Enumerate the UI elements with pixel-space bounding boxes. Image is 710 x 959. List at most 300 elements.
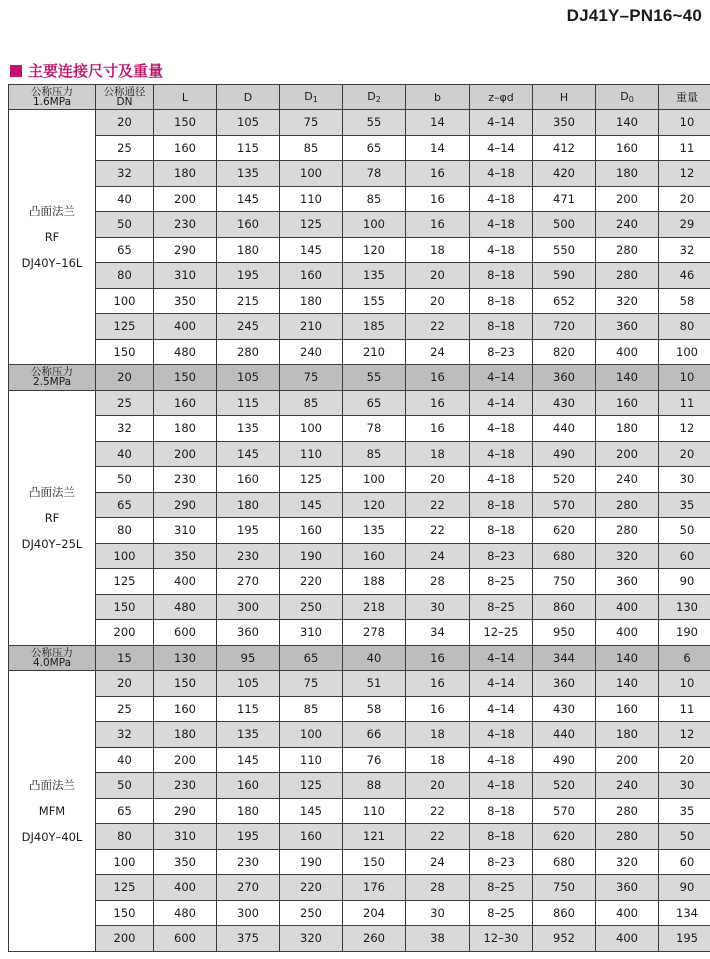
table-cell: 550 [533, 237, 596, 263]
table-cell: 100 [343, 467, 406, 493]
table-cell: 134 [659, 900, 710, 926]
table-cell: 34 [406, 620, 470, 646]
table-cell: 65 [96, 237, 154, 263]
table-cell: 8–18 [470, 824, 533, 850]
table-cell: 100 [343, 212, 406, 238]
table-cell: 280 [596, 492, 659, 518]
table-cell: 490 [533, 441, 596, 467]
table-cell: 480 [154, 339, 217, 365]
table-cell: 50 [96, 212, 154, 238]
table-cell: 570 [533, 492, 596, 518]
table-cell: 590 [533, 263, 596, 289]
table-cell: 20 [406, 773, 470, 799]
table-cell: 150 [96, 900, 154, 926]
table-cell: 195 [217, 518, 280, 544]
table-cell: 952 [533, 926, 596, 952]
table-cell: 58 [659, 288, 710, 314]
table-cell: 150 [96, 339, 154, 365]
table-cell: 50 [659, 518, 710, 544]
table-cell: 51 [343, 671, 406, 697]
table-cell: 105 [217, 365, 280, 391]
table-cell: 176 [343, 875, 406, 901]
table-cell: 4–18 [470, 416, 533, 442]
table-cell: 88 [343, 773, 406, 799]
table-cell: 25 [96, 135, 154, 161]
table-cell: 135 [343, 263, 406, 289]
table-row [9, 594, 710, 620]
table-cell: 188 [343, 569, 406, 595]
header-b: b [406, 85, 470, 110]
table-cell: 400 [596, 594, 659, 620]
table-cell: 278 [343, 620, 406, 646]
table-cell: 20 [406, 288, 470, 314]
table-cell: 120 [343, 492, 406, 518]
table-cell: 22 [406, 314, 470, 340]
table-cell: 115 [217, 135, 280, 161]
table-cell: 210 [343, 339, 406, 365]
table-cell: 12–30 [470, 926, 533, 952]
table-cell: 110 [343, 798, 406, 824]
table-cell: 200 [154, 441, 217, 467]
table-cell: 58 [343, 696, 406, 722]
header-D0: $D_0$ [596, 85, 659, 110]
table-cell: 300 [217, 900, 280, 926]
table-cell: 280 [596, 263, 659, 289]
table-cell: 4–18 [470, 186, 533, 212]
table-cell: 8–25 [470, 594, 533, 620]
pressure-rating-cell: 公称压力 4.0MPa [9, 645, 96, 671]
pressure-row [9, 645, 710, 671]
table-cell: 218 [343, 594, 406, 620]
table-cell: 12 [659, 416, 710, 442]
table-cell: 204 [343, 900, 406, 926]
table-cell: 11 [659, 696, 710, 722]
table-cell: 200 [96, 620, 154, 646]
table-cell: 230 [154, 212, 217, 238]
table-cell: 8–18 [470, 263, 533, 289]
table-cell: 135 [217, 161, 280, 187]
table-cell: 65 [96, 492, 154, 518]
table-cell: 620 [533, 824, 596, 850]
table-cell: 250 [280, 900, 343, 926]
table-cell: 46 [659, 263, 710, 289]
table-cell: 195 [217, 263, 280, 289]
table-cell: 8–23 [470, 849, 533, 875]
table-cell: 500 [533, 212, 596, 238]
table-cell: 8–25 [470, 569, 533, 595]
section-title-text: 主要连接尺寸及重量 [28, 62, 164, 80]
table-cell: 135 [217, 722, 280, 748]
table-cell: 66 [343, 722, 406, 748]
table-row [9, 543, 710, 569]
table-cell: 40 [96, 186, 154, 212]
table-row [9, 824, 710, 850]
connection-type-cell: 凸面法兰 MFM DJ40Y–40L [9, 671, 96, 952]
table-cell: 230 [217, 543, 280, 569]
table-cell: 32 [659, 237, 710, 263]
table-cell: 35 [659, 798, 710, 824]
table-cell: 250 [280, 594, 343, 620]
table-cell: 270 [217, 569, 280, 595]
dimensions-weight-table [8, 84, 710, 952]
table-row [9, 314, 710, 340]
table-cell: 320 [596, 849, 659, 875]
table-cell: 40 [96, 441, 154, 467]
table-cell: 200 [596, 747, 659, 773]
table-cell: 180 [217, 798, 280, 824]
table-cell: 100 [96, 849, 154, 875]
connection-type-cell: 凸面法兰 RF DJ40Y–16L [9, 110, 96, 365]
header-pressure: 公称压力 1.6MPa [9, 85, 96, 110]
table-cell: 8–25 [470, 875, 533, 901]
table-cell: 160 [343, 543, 406, 569]
table-row [9, 467, 710, 493]
table-row [9, 849, 710, 875]
table-cell: 195 [659, 926, 710, 952]
table-cell: 160 [154, 696, 217, 722]
table-cell: 85 [280, 696, 343, 722]
table-cell: 110 [280, 747, 343, 773]
table-cell: 270 [217, 875, 280, 901]
table-row [9, 696, 710, 722]
table-row [9, 492, 710, 518]
table-row [9, 263, 710, 289]
table-cell: 125 [280, 212, 343, 238]
table-cell: 430 [533, 696, 596, 722]
table-row [9, 798, 710, 824]
table-cell: 125 [96, 314, 154, 340]
table-cell: 400 [154, 875, 217, 901]
table-cell: 400 [596, 926, 659, 952]
table-cell: 65 [343, 135, 406, 161]
table-cell: 620 [533, 518, 596, 544]
table-cell: 121 [343, 824, 406, 850]
table-cell: 60 [659, 543, 710, 569]
table-cell: 28 [406, 569, 470, 595]
table-cell: 4–18 [470, 237, 533, 263]
table-cell: 280 [596, 237, 659, 263]
table-cell: 16 [406, 390, 470, 416]
table-cell: 50 [96, 467, 154, 493]
table-cell: 820 [533, 339, 596, 365]
table-cell: 150 [154, 110, 217, 136]
table-cell: 190 [659, 620, 710, 646]
table-cell: 8–23 [470, 339, 533, 365]
table-cell: 50 [96, 773, 154, 799]
table-cell: 160 [217, 212, 280, 238]
table-cell: 20 [659, 186, 710, 212]
table-cell: 185 [343, 314, 406, 340]
table-cell: 220 [280, 875, 343, 901]
table-cell: 4–18 [470, 722, 533, 748]
table-cell: 75 [280, 365, 343, 391]
table-cell: 16 [406, 696, 470, 722]
table-cell: 8–18 [470, 314, 533, 340]
table-cell: 240 [596, 773, 659, 799]
table-cell: 100 [280, 161, 343, 187]
table-cell: 22 [406, 518, 470, 544]
table-cell: 290 [154, 237, 217, 263]
table-cell: 105 [217, 671, 280, 697]
table-cell: 600 [154, 620, 217, 646]
header-weight: 重量 [659, 85, 710, 110]
table-cell: 160 [280, 824, 343, 850]
header-D: D [217, 85, 280, 110]
table-cell: 145 [217, 441, 280, 467]
table-cell: 20 [96, 110, 154, 136]
table-header-row [9, 85, 710, 110]
table-cell: 16 [406, 416, 470, 442]
table-cell: 80 [96, 263, 154, 289]
table-cell: 65 [343, 390, 406, 416]
table-cell: 160 [217, 773, 280, 799]
table-cell: 16 [406, 671, 470, 697]
table-cell: 80 [659, 314, 710, 340]
table-cell: 4–14 [470, 390, 533, 416]
table-cell: 115 [217, 696, 280, 722]
table-cell: 200 [596, 441, 659, 467]
table-cell: 20 [406, 467, 470, 493]
table-cell: 30 [406, 594, 470, 620]
table-cell: 260 [343, 926, 406, 952]
table-cell: 60 [659, 849, 710, 875]
table-cell: 420 [533, 161, 596, 187]
table-cell: 100 [280, 722, 343, 748]
table-cell: 160 [217, 467, 280, 493]
section-marker-icon [10, 65, 22, 77]
table-cell: 180 [280, 288, 343, 314]
table-cell: 310 [154, 824, 217, 850]
table-cell: 32 [96, 416, 154, 442]
table-cell: 360 [533, 671, 596, 697]
table-cell: 100 [96, 288, 154, 314]
table-cell: 20 [96, 671, 154, 697]
table-cell: 8–18 [470, 518, 533, 544]
table-cell: 38 [406, 926, 470, 952]
table-cell: 350 [154, 288, 217, 314]
table-row [9, 390, 710, 416]
table-row [9, 110, 710, 136]
table-cell: 570 [533, 798, 596, 824]
table-cell: 230 [154, 773, 217, 799]
table-cell: 155 [343, 288, 406, 314]
table-cell: 100 [280, 416, 343, 442]
table-cell: 125 [280, 773, 343, 799]
table-cell: 105 [217, 110, 280, 136]
table-cell: 400 [596, 900, 659, 926]
table-cell: 310 [154, 518, 217, 544]
table-cell: 85 [343, 186, 406, 212]
table-cell: 22 [406, 824, 470, 850]
table-cell: 310 [154, 263, 217, 289]
table-cell: 15 [96, 645, 154, 671]
table-cell: 320 [596, 288, 659, 314]
table-cell: 950 [533, 620, 596, 646]
table-cell: 350 [154, 849, 217, 875]
table-cell: 680 [533, 543, 596, 569]
table-cell: 200 [154, 747, 217, 773]
table-cell: 600 [154, 926, 217, 952]
table-row [9, 747, 710, 773]
table-row [9, 441, 710, 467]
table-cell: 4–14 [470, 671, 533, 697]
table-cell: 18 [406, 722, 470, 748]
table-cell: 18 [406, 237, 470, 263]
table-row [9, 186, 710, 212]
table-cell: 18 [406, 747, 470, 773]
table-cell: 280 [217, 339, 280, 365]
table-cell: 32 [96, 161, 154, 187]
table-cell: 240 [596, 467, 659, 493]
table-cell: 400 [596, 339, 659, 365]
table-cell: 145 [217, 186, 280, 212]
table-cell: 10 [659, 110, 710, 136]
header-z-phi-d: z–φd [470, 85, 533, 110]
table-cell: 16 [406, 186, 470, 212]
connection-type-cell: 凸面法兰 RF DJ40Y–25L [9, 390, 96, 645]
table-cell: 140 [596, 645, 659, 671]
table-cell: 4–18 [470, 212, 533, 238]
table-cell: 24 [406, 543, 470, 569]
table-row [9, 671, 710, 697]
table-cell: 40 [343, 645, 406, 671]
table-cell: 130 [154, 645, 217, 671]
table-cell: 160 [280, 263, 343, 289]
table-cell: 180 [217, 237, 280, 263]
table-cell: 360 [596, 569, 659, 595]
table-row [9, 620, 710, 646]
table-cell: 8–18 [470, 492, 533, 518]
table-cell: 440 [533, 416, 596, 442]
table-cell: 440 [533, 722, 596, 748]
table-cell: 160 [280, 518, 343, 544]
table-cell: 160 [596, 135, 659, 161]
table-row [9, 875, 710, 901]
table-body [9, 110, 710, 952]
table-row [9, 773, 710, 799]
table-cell: 14 [406, 110, 470, 136]
table-cell: 14 [406, 135, 470, 161]
table-cell: 180 [154, 722, 217, 748]
header-L: L [154, 85, 217, 110]
table-cell: 90 [659, 569, 710, 595]
table-cell: 4–18 [470, 467, 533, 493]
table-cell: 135 [343, 518, 406, 544]
table-cell: 360 [596, 314, 659, 340]
table-cell: 90 [659, 875, 710, 901]
table-cell: 24 [406, 849, 470, 875]
table-cell: 100 [96, 543, 154, 569]
table-cell: 412 [533, 135, 596, 161]
table-cell: 4–14 [470, 110, 533, 136]
table-cell: 65 [280, 645, 343, 671]
table-cell: 350 [533, 110, 596, 136]
table-cell: 210 [280, 314, 343, 340]
table-cell: 140 [596, 365, 659, 391]
table-cell: 245 [217, 314, 280, 340]
table-cell: 20 [659, 747, 710, 773]
table-cell: 145 [280, 492, 343, 518]
table-cell: 95 [217, 645, 280, 671]
table-cell: 12–25 [470, 620, 533, 646]
table-cell: 375 [217, 926, 280, 952]
table-row [9, 161, 710, 187]
table-cell: 4–18 [470, 773, 533, 799]
table-cell: 360 [217, 620, 280, 646]
table-cell: 180 [154, 161, 217, 187]
table-cell: 490 [533, 747, 596, 773]
table-cell: 471 [533, 186, 596, 212]
table-cell: 400 [154, 569, 217, 595]
table-cell: 80 [96, 824, 154, 850]
table-cell: 4–18 [470, 441, 533, 467]
table-cell: 195 [217, 824, 280, 850]
header-H: H [533, 85, 596, 110]
table-cell: 140 [596, 671, 659, 697]
table-cell: 150 [154, 671, 217, 697]
table-cell: 25 [96, 696, 154, 722]
table-cell: 75 [280, 110, 343, 136]
table-cell: 350 [154, 543, 217, 569]
table-row [9, 339, 710, 365]
table-cell: 180 [154, 416, 217, 442]
table-cell: 11 [659, 135, 710, 161]
table-cell: 160 [154, 390, 217, 416]
table-cell: 400 [154, 314, 217, 340]
table-cell: 280 [596, 798, 659, 824]
table-cell: 200 [154, 186, 217, 212]
table-row [9, 900, 710, 926]
table-cell: 145 [280, 237, 343, 263]
table-cell: 480 [154, 900, 217, 926]
table-cell: 4–14 [470, 696, 533, 722]
table-cell: 16 [406, 161, 470, 187]
table-cell: 200 [96, 926, 154, 952]
table-cell: 28 [406, 875, 470, 901]
table-row [9, 237, 710, 263]
model-code: DJ41Y–PN16~40 [566, 6, 702, 25]
table-cell: 120 [343, 237, 406, 263]
table-cell: 145 [280, 798, 343, 824]
table-row [9, 518, 710, 544]
table-cell: 55 [343, 110, 406, 136]
header-dn: 公称通径 DN [96, 85, 154, 110]
table-cell: 150 [154, 365, 217, 391]
table-cell: 35 [659, 492, 710, 518]
table-cell: 110 [280, 186, 343, 212]
table-cell: 78 [343, 416, 406, 442]
table-cell: 215 [217, 288, 280, 314]
table-cell: 8–18 [470, 798, 533, 824]
table-cell: 220 [280, 569, 343, 595]
table-cell: 280 [596, 518, 659, 544]
table-cell: 160 [596, 390, 659, 416]
table-cell: 29 [659, 212, 710, 238]
table-cell: 16 [406, 645, 470, 671]
table-cell: 85 [343, 441, 406, 467]
table-cell: 140 [596, 110, 659, 136]
table-cell: 520 [533, 773, 596, 799]
pressure-rating-cell: 公称压力 2.5MPa [9, 365, 96, 391]
table-cell: 8–23 [470, 543, 533, 569]
table-cell: 344 [533, 645, 596, 671]
table-cell: 55 [343, 365, 406, 391]
table-cell: 12 [659, 722, 710, 748]
table-cell: 240 [280, 339, 343, 365]
table-cell: 720 [533, 314, 596, 340]
table-cell: 400 [596, 620, 659, 646]
table-cell: 4–14 [470, 645, 533, 671]
